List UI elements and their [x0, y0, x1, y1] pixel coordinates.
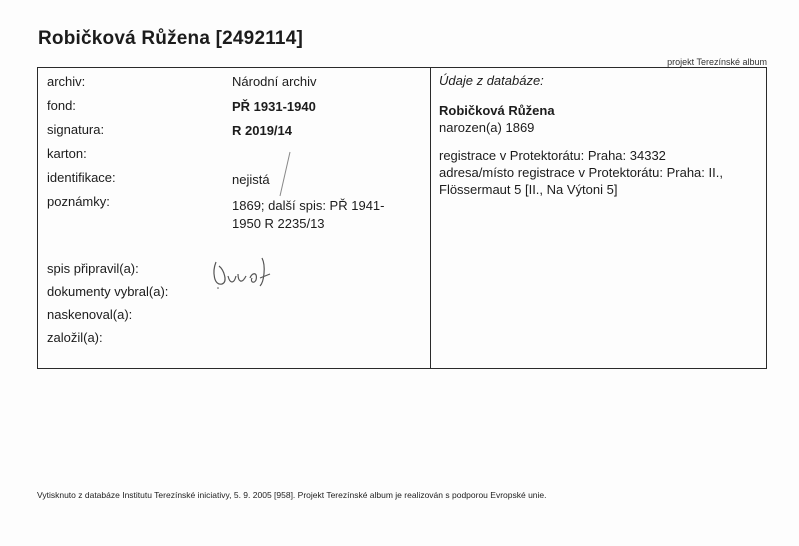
- naskenoval-label: naskenoval(a):: [47, 307, 133, 322]
- karton-label: karton:: [47, 146, 87, 161]
- archiv-label: archiv:: [47, 74, 86, 89]
- database-registration: registrace v Protektorátu: Praha: 34332: [439, 148, 666, 163]
- poznamky-label: poznámky:: [47, 194, 110, 209]
- print-footer: Vytisknuto z databáze Institutu Terezínské iniciativy, 5. 9. 2005 [958]. Projekt Terezínské album je realizován s podporou Evropské unie.: [37, 490, 547, 500]
- signatura-label: signatura:: [47, 122, 105, 137]
- poznamky-value-line1: 1869; další spis: PŘ 1941-: [232, 198, 385, 213]
- database-info: [439, 72, 764, 198]
- project-label: projekt Terezínské album: [667, 57, 767, 67]
- handwritten-signature-icon: [210, 252, 280, 292]
- handwritten-tick-icon: [275, 150, 295, 200]
- poznamky-value-line2: 1950 R 2235/13: [232, 216, 325, 231]
- dokumenty-vybral-label: dokumenty vybral(a):: [47, 284, 169, 299]
- database-address-line1: adresa/místo registrace v Protektorátu: Praha: II.,: [439, 165, 723, 180]
- database-birth: narozen(a) 1869: [439, 120, 535, 135]
- fond-value: PŘ 1931-1940: [232, 99, 316, 114]
- identifikace-value: nejistá: [232, 172, 270, 187]
- database-person-name: Robičková Růžena: [439, 103, 555, 118]
- database-address-line2: Flössermaut 5 [II., Na Výtoni 5]: [439, 182, 618, 197]
- spis-pripravil-label: spis připravil(a):: [47, 261, 139, 276]
- archiv-value: Národní archiv: [232, 74, 317, 89]
- record-card: [37, 67, 767, 369]
- zalozil-label: založil(a):: [47, 330, 103, 345]
- page-title: Robičková Růžena [2492114]: [38, 28, 303, 49]
- column-divider: [430, 68, 431, 368]
- database-heading: Údaje z databáze:: [439, 73, 544, 88]
- fond-label: fond:: [47, 98, 76, 113]
- identifikace-label: identifikace:: [47, 170, 116, 185]
- signatura-value: R 2019/14: [232, 123, 292, 138]
